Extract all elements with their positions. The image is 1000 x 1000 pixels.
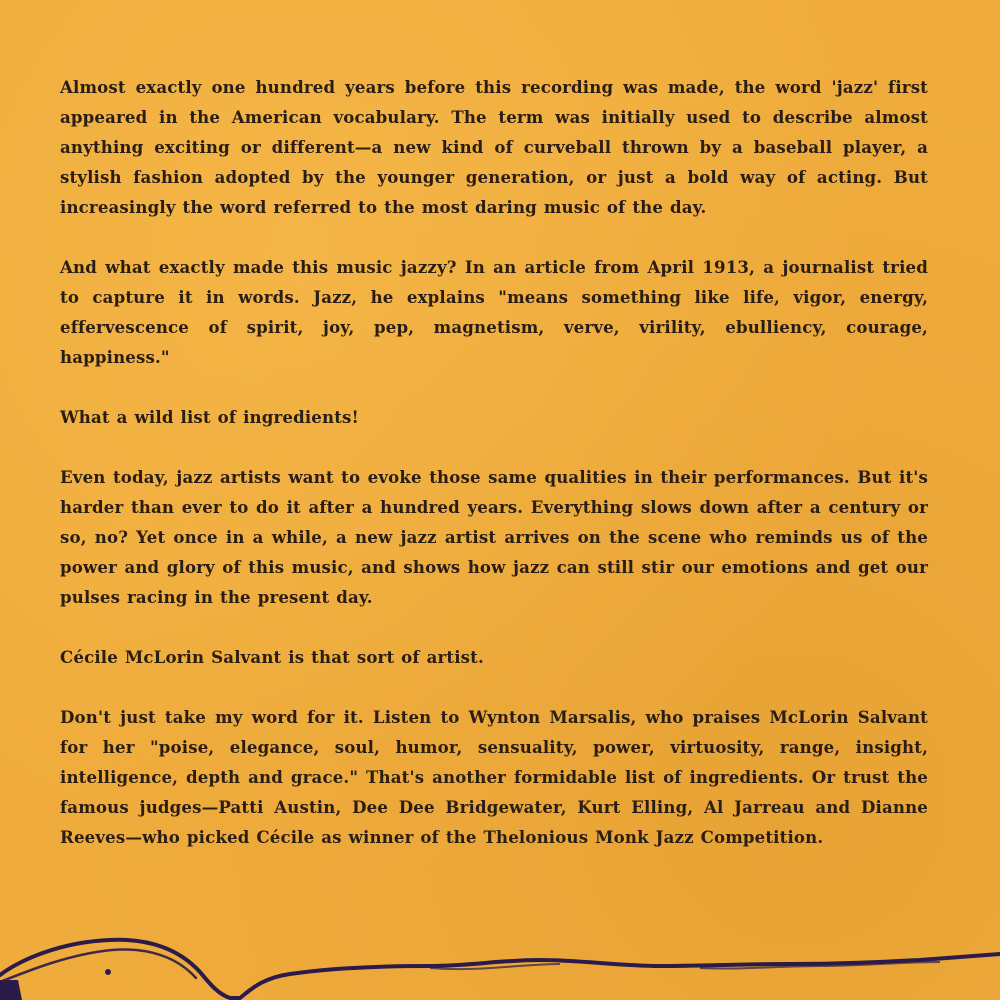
paragraph-jazz-definition: And what exactly made this music jazzy? In an article from April 1913, a journalist tried to capture it in words. Jazz, he explains "means something like life, vigor, energy, effervescence of spirit, joy, pep, magnetism, verve, virility, ebulliency, courage, happiness." — [60, 257, 928, 367]
liner-notes-text — [60, 72, 928, 882]
brush-stroke-illustration — [0, 920, 1000, 1000]
paragraph-salvant: Cécile McLorin Salvant is that sort of artist. — [60, 647, 484, 667]
paragraph-jazz-origin: Almost exactly one hundred years before this recording was made, the word 'jazz' first appeared in the American vocabulary. The term was initially used to describe almost anything exciting or different—a new kind of curveball thrown by a baseball player, a stylish fashion adopted by the younger generation, or just a bold way of acting. But increasingly the word referred to the most daring music of the day. — [60, 77, 928, 217]
paragraph-ingredients: What a wild list of ingredients! — [60, 407, 359, 427]
paragraph-today: Even today, jazz artists want to evoke those same qualities in their performances. But it's harder than ever to do it after a hundred years. Everything slows down after a century or so, no? Yet once in a while, a new jazz artist arrives on the scene who reminds us of the power and glory of this music, and shows how jazz can still stir our emotions and get our pulses racing in the present day. — [60, 467, 928, 607]
paragraph-marsalis: Don't just take my word for it. Listen to Wynton Marsalis, who praises McLorin Salvant for her "poise, elegance, soul, humor, sensuality, power, virtuosity, range, insight, intelligence, depth and grace." That's another formidable list of ingredients. Or trust the famous judges—Patti Austin, Dee Dee Bridgewater, Kurt Elling, Al Jarreau and Dianne Reeves—who picked Cécile as winner of the Thelonious Monk Jazz Competition. — [60, 707, 928, 847]
